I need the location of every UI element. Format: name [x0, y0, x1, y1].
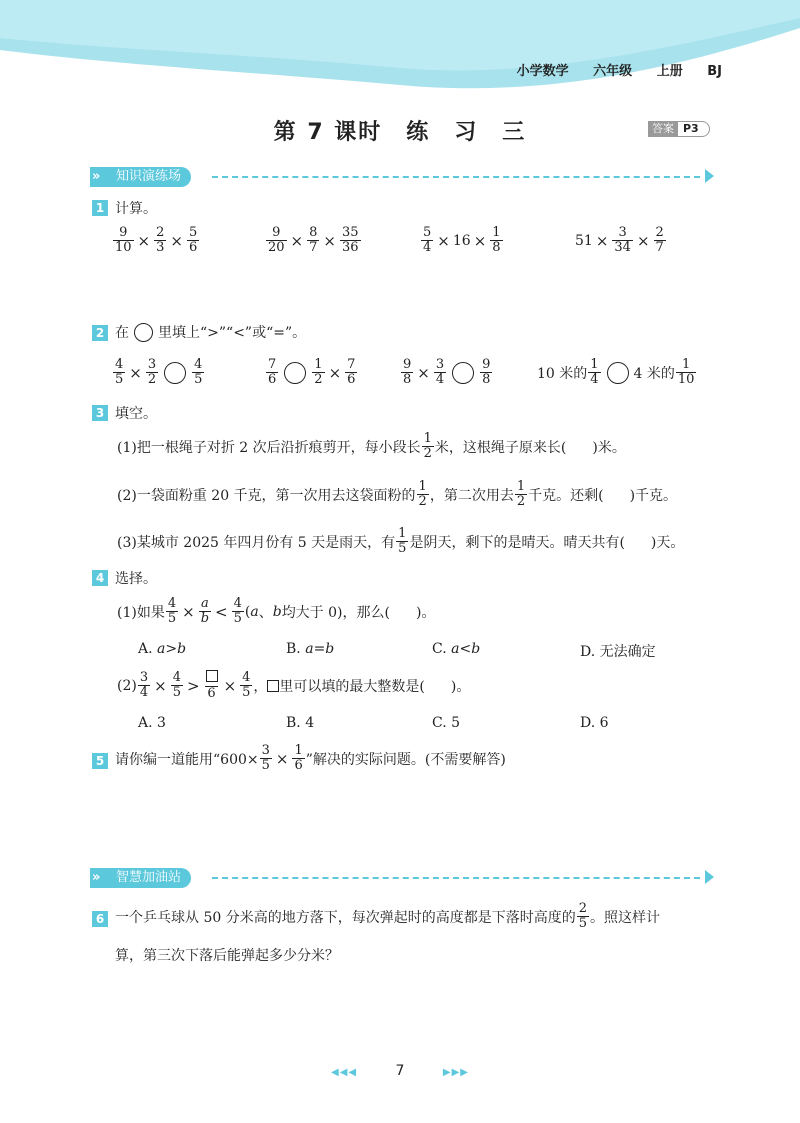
arrow-icon: »	[92, 870, 101, 885]
option-d[interactable]: D. 无法确定	[580, 644, 656, 660]
compare-3: $\frac{9}{8}$ × $\frac{3}{4}$ $\frac{9}{8}$	[403, 357, 491, 387]
question-number: 5	[92, 753, 108, 769]
compare-circle[interactable]	[164, 362, 186, 384]
grade: 六年级	[593, 64, 633, 79]
section-banner-challenge	[90, 867, 191, 889]
expression-3: $\frac{5}{4}$ × 16 × $\frac{1}{8}$	[423, 225, 501, 255]
book-info	[503, 60, 722, 79]
answer-page: P3	[678, 121, 710, 137]
page-number: 7	[395, 1063, 405, 1079]
compare-circle[interactable]	[284, 362, 306, 384]
answer-tag	[648, 121, 710, 137]
question-number: 1	[92, 200, 108, 216]
option-b[interactable]: B. 4	[286, 715, 315, 731]
question-text: 请你编一道能用“600× $\frac{3}{5}$ × $\frac{1}{6}$ ”解决的实际问题。(不需要解答)	[115, 743, 506, 773]
question-number: 3	[92, 405, 108, 421]
left-arrows-icon: ◀◀◀	[331, 1067, 358, 1078]
option-b[interactable]: B. a=b	[286, 641, 335, 657]
header-wave	[0, 0, 800, 110]
answer-label: 答案	[648, 121, 678, 137]
section-banner-practice	[90, 166, 191, 188]
compare-1: $\frac{4}{5}$ × $\frac{3}{2}$ $\frac{4}{5}$	[115, 357, 203, 387]
edition: BJ	[707, 64, 722, 79]
fill-blank-2: (2)一袋面粉重 20 千克，第一次用去这袋面粉的 $\frac{1}{2}$ ，第二次用去 $\frac{1}{2}$ 千克。还剩( )千克。	[117, 479, 678, 509]
square-blank	[267, 680, 279, 692]
circle-blank	[134, 323, 153, 342]
section-label: » 知识演练场	[90, 167, 191, 187]
option-d[interactable]: D. 6	[580, 715, 609, 731]
question-text: 计算。	[115, 201, 157, 217]
right-arrows-icon: ▶▶▶	[442, 1067, 469, 1078]
fill-blank-3: (3)某城市 2025 年四月份有 5 天是雨天，有 $\frac{1}{5}$ 是阴天，剩下的是晴天。晴天共有( )天。	[117, 526, 685, 556]
question-number: 6	[92, 911, 108, 927]
option-c[interactable]: C. 5	[432, 715, 461, 731]
compare-2: $\frac{7}{6}$ $\frac{1}{2}$ × $\frac{7}{6}$	[268, 357, 356, 387]
option-a[interactable]: A. a>b	[138, 641, 187, 657]
page-title: 第 7 课时 练 习 三	[273, 120, 527, 145]
page-footer	[0, 1063, 800, 1079]
section-label: » 智慧加油站	[90, 868, 191, 888]
question-number: 4	[92, 570, 108, 586]
fill-blank-1: (1)把一根绳子对折 2 次后沿折痕剪开，每小段长 $\frac{1}{2}$ 米，这根绳子原来长( )米。	[117, 431, 626, 461]
compare-4: 10 米的 $\frac{1}{4}$ 4 米的 $\frac{1}{10}$	[537, 357, 695, 387]
dashed-divider	[212, 877, 700, 879]
question-number: 2	[92, 325, 108, 341]
compare-circle[interactable]	[607, 362, 629, 384]
compare-circle[interactable]	[452, 362, 474, 384]
choice-stem-2: (2) $\frac{3}{4}$ × $\frac{4}{5}$ > 6 × $\frac{4}{5}$ ， 里可以填的最大整数是( )。	[117, 670, 471, 701]
expression-2: $\frac{9}{20}$ × $\frac{8}{7}$ × $\frac{35}{36}$	[268, 225, 359, 255]
question-text: 选择。	[115, 571, 157, 587]
option-c[interactable]: C. a<b	[432, 641, 481, 657]
dashed-divider	[212, 176, 700, 178]
option-a[interactable]: A. 3	[138, 715, 166, 731]
volume: 上册	[656, 64, 683, 79]
square-blank	[206, 670, 218, 682]
choice-stem-1: (1)如果 $\frac{4}{5}$ × $\frac{a}{b}$ < $\frac{4}{5}$ ( a 、 b 均大于 0)，那么( )。	[117, 596, 436, 626]
subject: 小学数学	[516, 64, 569, 79]
question-text: 在 里填上“>”“<”或“=”。	[115, 322, 306, 342]
question-text: 一个乒乓球从 50 分米高的地方落下，每次弹起时的高度都是下落时高度的 $\frac{2}{5}$ 。照这样计	[115, 901, 660, 931]
arrow-end-icon	[705, 169, 714, 183]
expression-1: $\frac{9}{10}$ × $\frac{2}{3}$ × $\frac{5}{6}$	[115, 225, 198, 255]
expression-4: 51 × $\frac{3}{34}$ × $\frac{2}{7}$	[575, 225, 664, 255]
question-text: 填空。	[115, 406, 157, 422]
question-text-continued: 算，第三次下落后能弹起多少分米？	[115, 948, 339, 964]
arrow-end-icon	[705, 870, 714, 884]
arrow-icon: »	[92, 169, 101, 184]
